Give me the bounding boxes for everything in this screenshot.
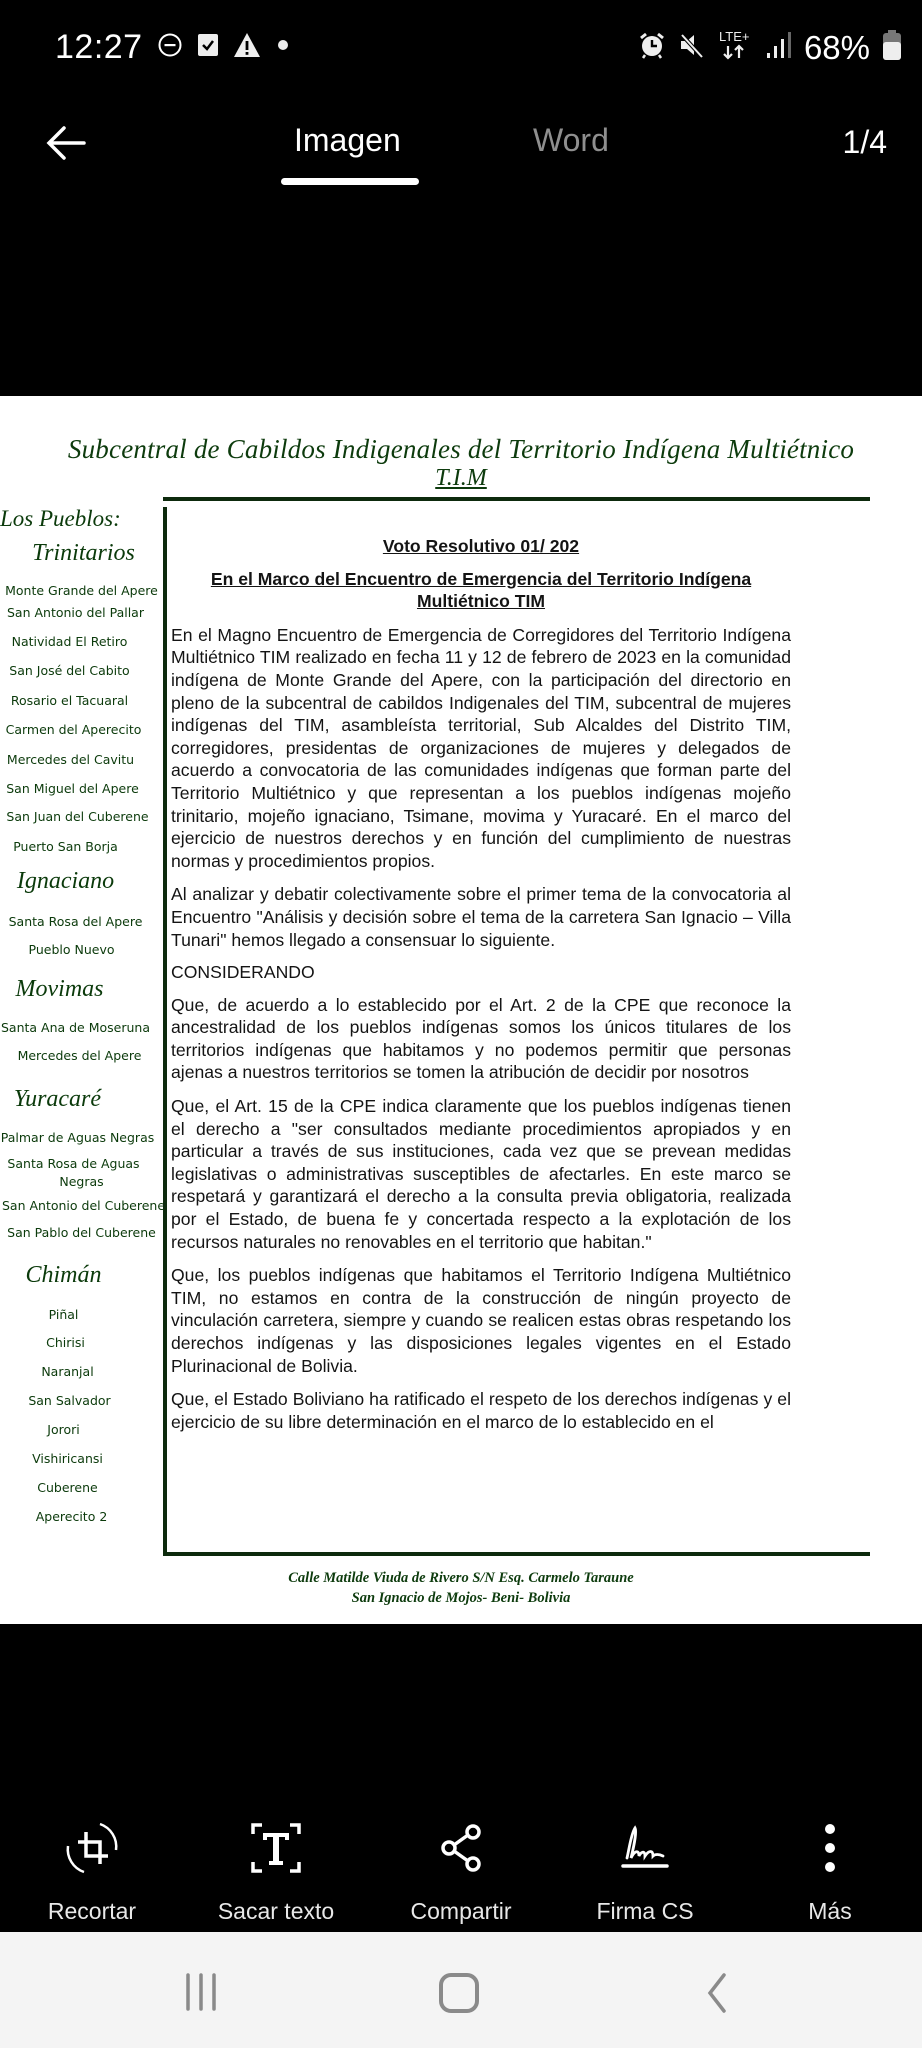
arrow-left-icon bbox=[44, 120, 90, 166]
community-item: Carmen del Aperecito bbox=[5, 722, 142, 737]
do-not-disturb-icon bbox=[157, 32, 183, 63]
active-tab-indicator bbox=[281, 178, 419, 185]
signature-icon bbox=[617, 1820, 673, 1876]
community-item: Pueblo Nuevo bbox=[28, 942, 115, 957]
back-button[interactable] bbox=[44, 120, 90, 166]
share-label: Compartir bbox=[410, 1898, 512, 1924]
community-item: Santa Rosa de Aguas bbox=[7, 1156, 140, 1171]
community-item: Jorori bbox=[47, 1422, 80, 1437]
letterhead-footer bbox=[0, 1568, 922, 1608]
group-title: Movimas bbox=[15, 976, 104, 1002]
resolution-body bbox=[171, 507, 791, 1433]
page-indicator: 1/4 bbox=[842, 124, 887, 160]
more-vertical-icon bbox=[802, 1820, 858, 1876]
extract-text-button[interactable] bbox=[196, 1820, 356, 1925]
community-item: Palmar de Aguas Negras bbox=[0, 1130, 155, 1145]
share-icon bbox=[433, 1820, 489, 1876]
paragraph-considerando-3: Que, los pueblos indígenas que habitamos el Territorio Indígena Multiétnico TIM, no estamos en contra de la construcción de ningún proyecto de vinculación carretera, siempre y cuando se realicen estas obras respetando los derechos indígenas y las disposiciones legales vigentes en el Estado Plurinacional de Bolivia. bbox=[171, 1265, 791, 1376]
recent-apps-icon bbox=[182, 1972, 222, 2012]
community-item: Puerto San Borja bbox=[13, 839, 118, 854]
letterhead bbox=[0, 434, 922, 492]
footer-address: Calle Matilde Viuda de Rivero S/N Esq. Carmelo Taraune bbox=[288, 1570, 634, 1586]
community-item: San Salvador bbox=[28, 1393, 111, 1408]
community-item: San Antonio del Pallar bbox=[7, 605, 144, 620]
more-label: Más bbox=[808, 1898, 852, 1924]
home-button[interactable] bbox=[438, 1972, 480, 2019]
bottom-toolbar bbox=[0, 1800, 922, 1932]
letterhead-org-name: Subcentral de Cabildos Indigenales del Territorio Indígena Multiétnico bbox=[67, 434, 855, 464]
recent-apps-button[interactable] bbox=[182, 1972, 222, 2017]
document-page-image[interactable] bbox=[0, 396, 922, 1624]
community-item: Aperecito 2 bbox=[35, 1509, 108, 1524]
battery-percentage: 68% bbox=[803, 28, 870, 66]
signal-icon bbox=[766, 31, 792, 64]
community-item: Piñal bbox=[48, 1307, 79, 1322]
community-item: Rosario el Tacuaral bbox=[10, 693, 129, 708]
letterhead-acronym: T.I.M bbox=[435, 465, 487, 491]
resolution-body-frame bbox=[163, 507, 870, 1556]
status-time: 12:27 bbox=[55, 28, 143, 66]
paragraph-considerando-4: Que, el Estado Boliviano ha ratificado el respeto de los derechos indígenas y el ejercicio de su libre determinación en el marco de lo establecido en el bbox=[171, 1389, 791, 1432]
community-item: Mercedes del Cavitu bbox=[6, 752, 135, 767]
letterhead-rule bbox=[163, 497, 870, 501]
crop-button[interactable] bbox=[12, 1820, 172, 1925]
warning-icon bbox=[233, 32, 261, 63]
community-item: Santa Rosa del Apere bbox=[8, 914, 143, 929]
status-right bbox=[638, 28, 902, 67]
group-title: Trinitarios bbox=[32, 540, 135, 566]
community-item: San Antonio del Cuberene bbox=[2, 1198, 166, 1213]
task-check-icon bbox=[197, 32, 219, 63]
section-heading-considerando: CONSIDERANDO bbox=[171, 962, 315, 983]
notification-dot-icon bbox=[275, 37, 291, 58]
group-title: Yuracaré bbox=[13, 1086, 102, 1112]
community-item: Natividad El Retiro bbox=[11, 634, 128, 649]
footer-location: San Ignacio de Mojos- Beni- Bolivia bbox=[351, 1590, 571, 1606]
status-left bbox=[55, 28, 291, 67]
paragraph-analysis: Al analizar y debatir colectivamente sobre el primer tema de la convocatoria al Encuentro "Análisis y decisión sobre el tema de la carretera San Ignacio – Villa Tunari" hemos llegado a consensuar lo siguiente. bbox=[171, 884, 791, 950]
back-icon bbox=[702, 1972, 732, 2014]
crop-label: Recortar bbox=[47, 1898, 137, 1924]
group-title: Chimán bbox=[25, 1262, 102, 1288]
system-back-button[interactable] bbox=[702, 1972, 732, 2019]
community-item: San José del Cabito bbox=[9, 663, 130, 678]
community-item: Vishiricansi bbox=[32, 1451, 103, 1466]
resolution-title: Voto Resolutivo 01/ 202 bbox=[382, 536, 580, 556]
mute-icon bbox=[678, 31, 706, 64]
svg-text:LTE+: LTE+ bbox=[718, 29, 750, 44]
community-item: Monte Grande del Apere bbox=[5, 583, 158, 598]
status-bar bbox=[0, 0, 922, 100]
more-button[interactable] bbox=[750, 1820, 910, 1925]
community-item: Mercedes del Apere bbox=[17, 1048, 142, 1063]
paragraph-intro: En el Magno Encuentro de Emergencia de Corregidores del Territorio Indígena Multiétnico TIM realizado en fecha 11 y 12 de febrero de 2023 en la comunidad indígena de Monte Grande del Apere, con la participación del directorio en pleno de la subcentral de cabildos Indigenales del TIM, subcentral de mujeres indígenas del TIM, asambleísta territorial, Sub Alcaldes del Distrito TIM, corregidores, presidentas de organizaciones de mujeres y delegados de acuerdo a convocatoria de las comunidades indígenas que forman parte del Territorio Multiétnico y que representan a los pueblos indígenas mojeño trinitario, mojeño ignaciano, Tsimane, movima y Yuracaré. En el marco del ejercicio de nuestros derechos y en función del cumplimiento de nuestras normas y procedimientos propios. bbox=[171, 624, 791, 871]
extract-text-icon bbox=[248, 1820, 304, 1876]
community-item: Negras bbox=[59, 1174, 104, 1189]
home-icon bbox=[438, 1972, 480, 2014]
paragraph-considerando-2: Que, el Art. 15 de la CPE indica claramente que los pueblos indígenas tienen el derecho a "ser consultados mediante procedimientos apropiados y en particular a través de sus instituciones, cada vez que se prevean medidas legislativas o administrativas susceptibles de afectarles. En este marco se respetará y garantizará el derecho a la consulta previa obligatoria, realizada por el Estado, de buena fe y concertada respecto a la explotación de los recursos naturales no renovables en el territorio que habitan." bbox=[171, 1096, 791, 1252]
lte-plus-icon bbox=[718, 28, 754, 67]
community-item: Santa Ana de Moseruna bbox=[0, 1020, 151, 1035]
community-item: San Pablo del Cuberene bbox=[7, 1225, 156, 1240]
share-button[interactable] bbox=[381, 1820, 541, 1925]
community-item: Chirisi bbox=[46, 1335, 85, 1350]
battery-icon bbox=[882, 29, 902, 66]
alarm-icon bbox=[638, 31, 666, 64]
system-nav-bar bbox=[0, 1932, 922, 2048]
sign-label: Firma CS bbox=[596, 1898, 694, 1924]
group-title: Ignaciano bbox=[16, 868, 115, 894]
community-item: San Miguel del Apere bbox=[6, 781, 139, 796]
sign-button[interactable] bbox=[565, 1820, 725, 1925]
sidebar-title: Los Pueblos: bbox=[0, 506, 121, 531]
app-bar bbox=[0, 100, 922, 200]
community-item: Cuberene bbox=[37, 1480, 98, 1495]
tab-word[interactable]: Word bbox=[533, 122, 609, 158]
tab-imagen[interactable]: Imagen bbox=[294, 122, 401, 158]
community-item: Naranjal bbox=[41, 1364, 94, 1379]
community-item: San Juan del Cuberene bbox=[6, 809, 149, 824]
resolution-subtitle: En el Marco del Encuentro de Emergencia del Territorio Indígena Multiétnico TIM bbox=[210, 568, 752, 612]
paragraph-considerando-1: Que, de acuerdo a lo establecido por el Art. 2 de la CPE que reconoce la ancestralidad de los pueblos indígenas somos los únicos titulares de los territorios indígenas que habitamos y no podemos permitir que personas ajenas a nuestros territorios se tomen la atribución de decidir por nosotros bbox=[171, 994, 791, 1083]
crop-rotate-icon bbox=[64, 1820, 120, 1876]
extract-text-label: Sacar texto bbox=[217, 1898, 335, 1924]
